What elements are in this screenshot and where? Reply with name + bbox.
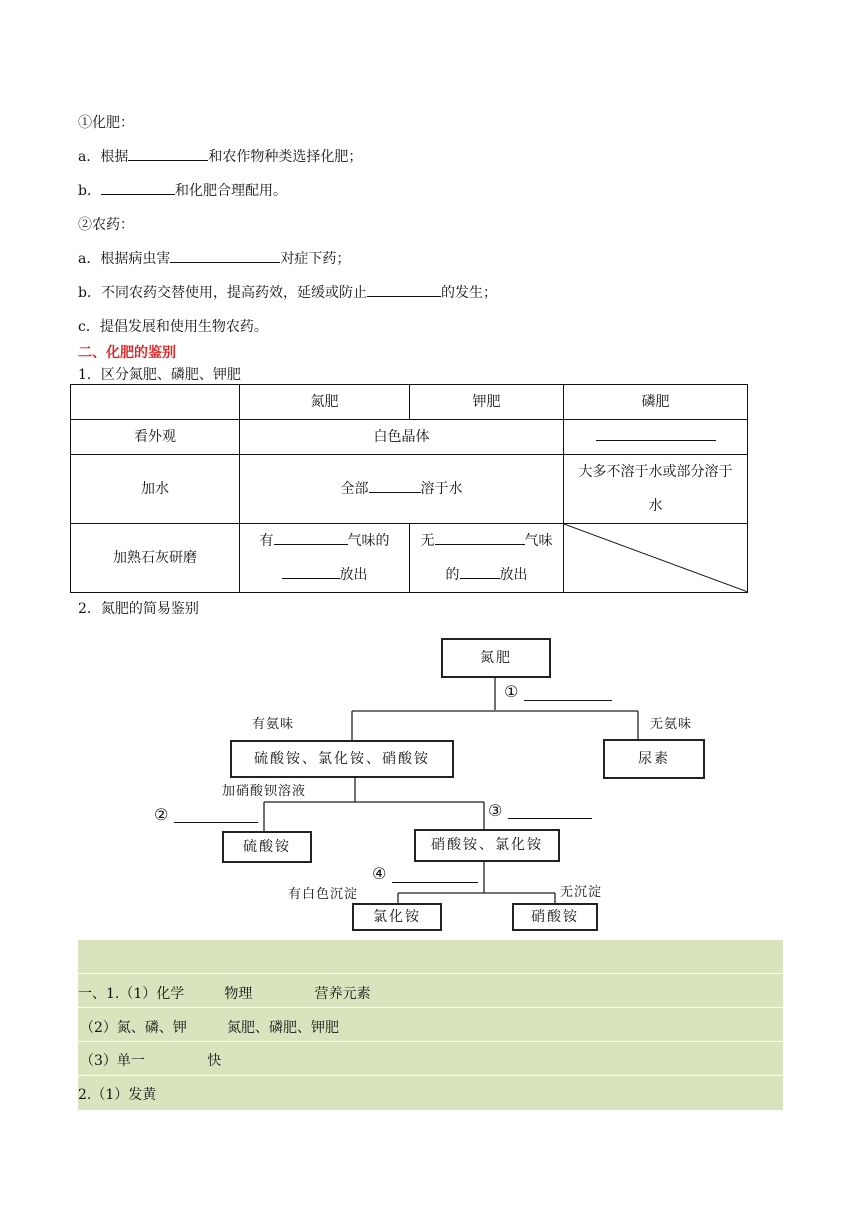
table-row: [71, 455, 748, 524]
pesticide-item-b: b．不同农药交替使用，提高药效，延缓或防止 的发生；: [78, 282, 497, 302]
flow-label-precipitate: 有白色沉淀: [288, 887, 359, 902]
row-label: 看外观: [71, 420, 240, 455]
table-header-row: [71, 385, 748, 420]
answer-line: （2）氮、磷、钾 氮肥、磷肥、钾肥: [80, 1020, 339, 1036]
fertilizer-title: ①化肥：: [78, 115, 134, 131]
answer-line: （3）单一 快: [80, 1053, 222, 1069]
answer-divider: [78, 973, 783, 974]
subheading-distinguish: 1．区分氮肥、磷肥、钾肥: [78, 367, 241, 383]
subheading-nitrogen: 2．氮肥的简易鉴别: [78, 601, 199, 617]
answer-divider: [78, 1007, 783, 1008]
flow-label-no-precipitate: 无沉淀: [560, 885, 603, 900]
fertilizer-comparison-table: [70, 384, 748, 593]
row-label: 加水: [71, 455, 240, 524]
flow-label-ammonia: 有氨味: [252, 717, 295, 732]
table-cell-diagonal: [564, 524, 748, 593]
flow-node-nitrogen: 氮肥: [441, 638, 551, 678]
flow-node-ammonium-chloride: 氯化铵: [352, 903, 442, 931]
table-row: [71, 524, 748, 593]
pesticide-item-c: c．提倡发展和使用生物农药。: [78, 319, 268, 335]
flow-node-ammonium-sulfate: 硫酸铵: [222, 831, 312, 863]
flow-blank: [508, 818, 592, 819]
answer-divider: [78, 1075, 783, 1076]
flow-label-no-ammonia: 无氨味: [650, 717, 693, 732]
table-cell-blank: [564, 420, 748, 455]
table-header-cell: 氮肥: [240, 385, 410, 420]
table-cell: 有 气味的 放出: [240, 524, 410, 593]
flow-step-marker: ③: [488, 801, 503, 820]
answer-divider: [78, 1041, 783, 1042]
table-header-cell: 磷肥: [564, 385, 748, 420]
row-label: 加熟石灰研磨: [71, 524, 240, 593]
flow-label-reagent: 加硝酸钡溶液: [222, 784, 307, 799]
table-cell: 全部 溶于水: [240, 455, 564, 524]
diagonal-line: [564, 524, 748, 592]
table-header-cell: 钾肥: [410, 385, 564, 420]
flow-step-marker: ①: [504, 682, 519, 701]
table-row: [71, 420, 748, 455]
flow-node-ammonium-salts: 硫酸铵、氯化铵、硝酸铵: [230, 740, 454, 778]
fertilizer-item-b: b． 和化肥合理配用。: [78, 180, 287, 200]
table-header-cell: [71, 385, 240, 420]
flow-step-marker: ④: [372, 864, 387, 883]
answer-line: 2.（1）发黄: [78, 1087, 157, 1103]
table-cell: 白色晶体: [240, 420, 564, 455]
flow-node-ammonium-nitrate: 硝酸铵: [512, 903, 598, 931]
table-cell: 无 气味 的 放出: [410, 524, 564, 593]
flow-step-marker: ②: [154, 805, 169, 824]
table-cell: 大多不溶于水或部分溶于 水: [564, 455, 748, 524]
answer-panel: [78, 940, 783, 1110]
flow-node-urea: 尿素: [603, 739, 705, 779]
answer-line: 一、1.（1）化学 物理 营养元素: [78, 986, 371, 1002]
fertilizer-item-a: a．根据 和农作物种类选择化肥；: [78, 146, 362, 166]
pesticide-item-a: a．根据病虫害 对症下药；: [78, 248, 350, 268]
flow-blank: [392, 882, 478, 883]
flow-blank: [174, 822, 258, 823]
flow-node-nitrate-chloride: 硝酸铵、氯化铵: [414, 829, 560, 862]
section-heading: 二、化肥的鉴别: [78, 345, 176, 361]
pesticide-title: ②农药：: [78, 217, 134, 233]
flow-blank: [524, 700, 612, 701]
